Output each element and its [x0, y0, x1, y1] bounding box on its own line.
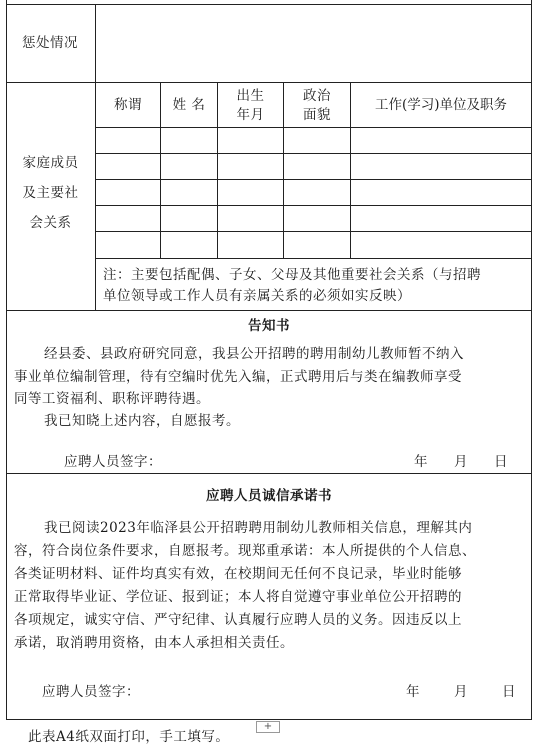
discipline-row-divider	[6, 82, 532, 83]
family-note-line: 注：主要包括配偶、子女、父母及其他重要社会关系（与招聘	[103, 267, 481, 283]
form-border-right	[531, 0, 532, 720]
header-work: 工作(学习)单位及职务	[374, 97, 508, 113]
family-label-line: 及主要社	[22, 185, 79, 201]
pledge-line: 各项规定，诚实守信、严守纪律、认真履行应聘人员的义务。因违反以上	[14, 612, 462, 628]
header-name: 姓 名	[172, 97, 206, 113]
notice-date-day: 日	[494, 454, 508, 470]
notice-title: 告知书	[248, 318, 290, 334]
discipline-label: 惩处情况	[22, 35, 78, 51]
family-label-line: 会关系	[29, 215, 72, 231]
header-title: 称谓	[114, 97, 142, 113]
notice-date-year: 年	[414, 454, 428, 470]
header-politics-line: 面貌	[303, 107, 331, 123]
notice-line: 同等工资福利、职称评聘待遇。	[14, 391, 210, 407]
family-note-line: 单位领导或工作人员有亲属关系的必须如实反映）	[103, 288, 411, 304]
pledge-line: 承诺，取消聘用资格，由本人承担相关责任。	[14, 635, 294, 651]
family-note-divider	[95, 258, 531, 259]
notice-line: 经县委、县政府研究同意，我县公开招聘的聘用制幼儿教师暂不纳入	[44, 346, 464, 362]
header-birth-line: 年月	[236, 107, 265, 123]
form-border-top	[6, 4, 532, 5]
pledge-date-month: 月	[454, 684, 468, 700]
header-birth-line: 出生	[236, 88, 265, 104]
family-label-line: 家庭成员	[22, 155, 79, 171]
notice-signature-label: 应聘人员签字：	[64, 454, 162, 470]
footer-note: 此表A4纸双面打印，手工填写。	[28, 729, 230, 745]
pledge-title: 应聘人员诚信承诺书	[206, 488, 332, 504]
label-column-divider	[95, 4, 96, 310]
pledge-signature-label: 应聘人员签字：	[42, 684, 140, 700]
pledge-line: 容，符合岗位条件要求，自愿报考。现郑重承诺：本人所提供的个人信息、	[14, 543, 476, 559]
notice-date-month: 月	[454, 454, 468, 470]
pledge-line: 我已阅读2023年临泽县公开招聘聘用制幼儿教师相关信息，理解其内	[44, 520, 473, 536]
notice-line: 事业单位编制管理，待有空编时优先入编，正式聘用后与类在编教师享受	[14, 369, 462, 385]
add-row-button[interactable]: +	[256, 721, 280, 733]
family-section-divider	[6, 310, 532, 311]
pledge-line: 各类证明材料、证件均真实有效，在校期间无任何不良记录，毕业时能够	[14, 566, 462, 582]
pledge-line: 正常取得毕业证、学位证、报到证；本人将自觉遵守事业单位公开招聘的	[14, 589, 462, 605]
notice-section-divider	[6, 473, 532, 474]
pledge-date-day: 日	[502, 684, 516, 700]
header-politics-line: 政治	[303, 88, 331, 104]
pledge-date-year: 年	[406, 684, 420, 700]
notice-line: 我已知晓上述内容，自愿报考。	[44, 413, 240, 429]
form-border-left	[6, 0, 7, 720]
form-border-bottom	[6, 719, 532, 720]
